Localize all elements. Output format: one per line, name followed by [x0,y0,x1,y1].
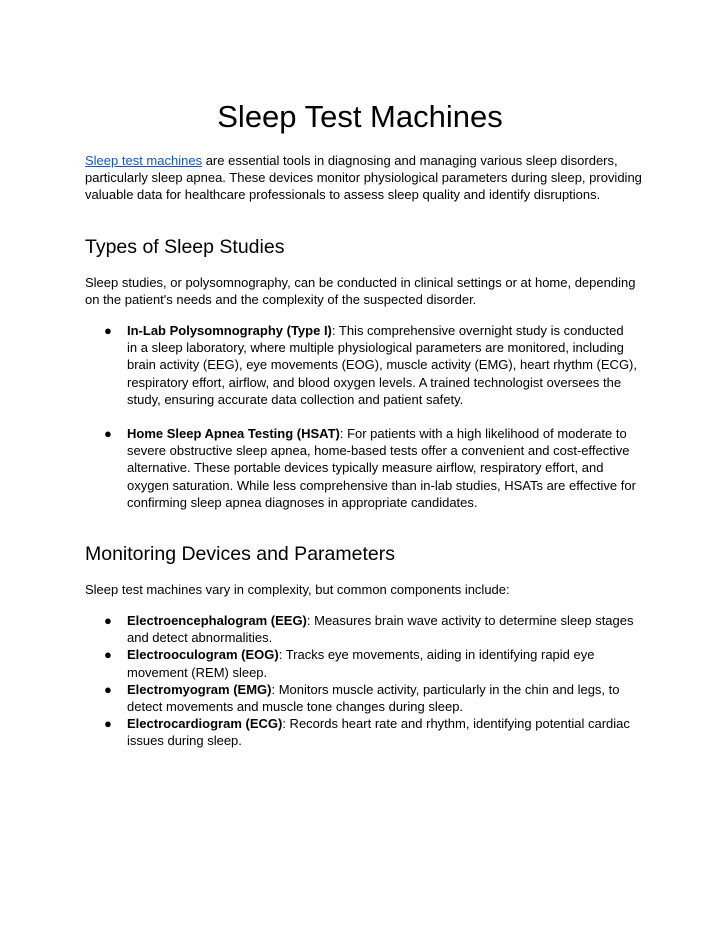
list-item-text: : This comprehensive overnight study is conducted in a sleep laboratory, where multiple physiological parameters are monitored, including brain activity (EEG), eye movements (EOG), muscle activity (EMG), heart rhythm (ECG), respiratory effort, airflow, and blood oxygen levels. A trained technologist oversees the study, ensuring accurate data collection and patient safety. [127,323,637,407]
bullet-icon: ● [104,323,112,338]
section-heading-types: Types of Sleep Studies [85,236,285,258]
list-item-term: In-Lab Polysomnography (Type I) [127,323,332,338]
list-item-term: Electrooculogram (EOG) [127,647,279,663]
sleep-study-types-list [0,322,720,511]
list-item-text: : Measures brain wave activity to determine sleep stages and detect abnormalities. [127,613,634,646]
list-item-text: : Tracks eye movements, aiding in identifying rapid eye movement (REM) sleep. [127,647,595,680]
list-item-term: Electroencephalogram (EEG) [127,613,307,628]
list-item-term: Home Sleep Apnea Testing (HSAT) [127,426,340,442]
page-title: Sleep Test Machines [217,99,503,134]
list-item-eeg [0,612,637,646]
list-item-eog [0,646,637,680]
sleep-test-machines-link[interactable]: Sleep test machines [85,153,203,168]
list-item-hsat [0,425,637,511]
intro-text: are essential tools in diagnosing and managing various sleep disorders, particularly sleep apnea. These devices monitor physiological parameters during sleep, providing valuable data for healthcare professionals to assess sleep quality and identify disruptions. [85,153,642,203]
bullet-icon: ● [104,426,112,442]
list-item-ecg [0,715,637,749]
list-item-text: : Records heart rate and rhythm, identifying potential cardiac issues during sleep. [127,716,630,749]
list-item-text: : For patients with a high likelihood of moderate to severe obstructive sleep apnea, home-based tests offer a convenient and cost-effective alternative. These portable devices typically measure airflow, respiratory effort, and oxygen saturation. While less comprehensive than in-lab studies, HSATs are effective for confirming sleep apnea diagnoses in appropriate candidates. [127,426,636,510]
bullet-icon: ● [104,613,112,628]
bullet-icon: ● [104,681,112,697]
list-item-emg [0,681,637,715]
bullet-icon: ● [104,716,112,732]
intro-paragraph [85,152,645,204]
section-heading-monitoring: Monitoring Devices and Parameters [85,543,395,565]
list-item-text: : Monitors muscle activity, particularly in the chin and legs, to detect movements and muscle tone changes during sleep. [127,681,620,715]
list-item-term: Electromyogram (EMG) [127,681,272,697]
section-paragraph-monitoring: Sleep test machines vary in complexity, but common components include: [85,582,510,597]
list-item-term: Electrocardiogram (ECG) [127,716,283,732]
bullet-icon: ● [104,647,112,663]
monitoring-devices-list [0,612,720,750]
list-item-in-lab [0,322,637,408]
section-paragraph-types: Sleep studies, or polysomnography, can be conducted in clinical settings or at home, depending on the patient's needs and the complexity of the suspected disorder. [85,275,636,308]
